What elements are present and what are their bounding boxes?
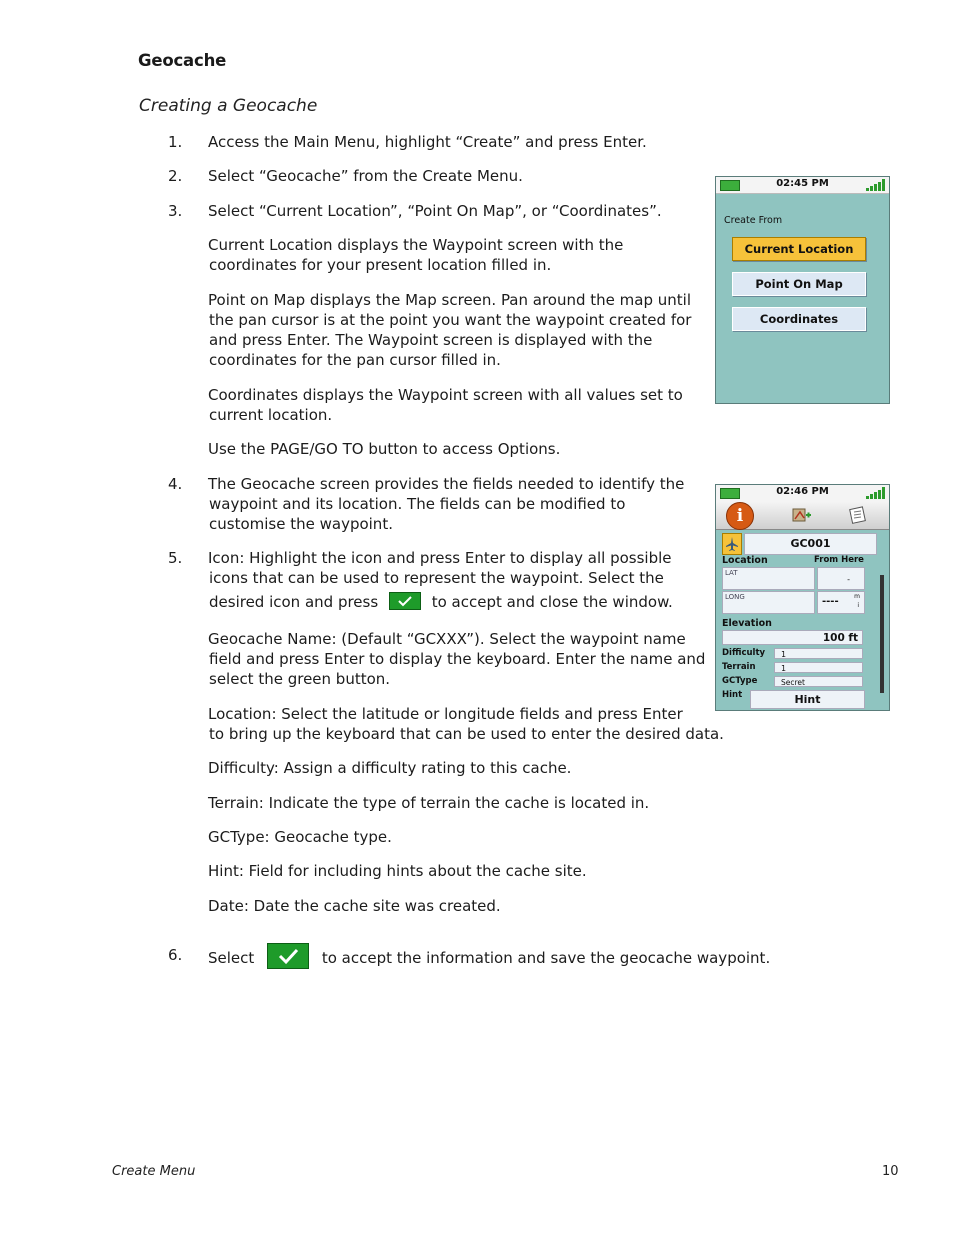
- point-on-map-button[interactable]: Point On Map: [732, 272, 866, 296]
- current-location-button[interactable]: Current Location: [732, 237, 866, 261]
- text-line: current location.: [209, 406, 333, 424]
- latitude-field[interactable]: [722, 567, 815, 590]
- step-number: 3.: [168, 202, 183, 220]
- from-here-label: From Here: [814, 555, 864, 565]
- text-line: select the green button.: [209, 670, 391, 688]
- distance-field[interactable]: [817, 591, 865, 614]
- notes-icon[interactable]: [848, 506, 868, 524]
- text-line: Coordinates displays the Waypoint screen with all values set to: [208, 386, 683, 404]
- text-line: [209, 592, 673, 612]
- text-line: coordinates for the pan cursor filled in.: [209, 351, 501, 369]
- device-screenshot-geocache: [715, 484, 890, 711]
- accept-check-icon: [389, 592, 421, 610]
- distance-unit: i: [857, 602, 859, 609]
- geocache-name-field[interactable]: GC001: [744, 533, 877, 555]
- status-bar: [716, 177, 889, 194]
- text-line: icons that can be used to represent the waypoint. Select the: [209, 569, 664, 587]
- difficulty-label: Difficulty: [722, 648, 766, 658]
- paragraph: Difficulty: Assign a difficulty rating to this cache.: [208, 759, 572, 777]
- paragraph: Use the PAGE/GO TO button to access Options.: [208, 440, 561, 458]
- paragraph: [208, 290, 691, 370]
- paragraph: [208, 704, 724, 744]
- terrain-label: Terrain: [722, 662, 756, 672]
- paragraph: [208, 629, 705, 689]
- section-heading: Geocache: [138, 51, 227, 70]
- gctype-label: GCType: [722, 676, 758, 686]
- step-number: 1.: [168, 133, 183, 151]
- paragraph: Terrain: Indicate the type of terrain the cache is located in.: [208, 794, 650, 812]
- paragraph: [208, 385, 683, 425]
- step-text: Select “Geocache” from the Create Menu.: [208, 167, 523, 185]
- signal-icon: [866, 487, 886, 499]
- hint-button[interactable]: Hint: [750, 690, 865, 709]
- paragraph: [208, 235, 623, 275]
- step-number: 2.: [168, 167, 183, 185]
- create-from-label: Create From: [724, 215, 783, 226]
- footer-section-title: Create Menu: [112, 1164, 196, 1179]
- lat-label: LAT: [725, 569, 738, 577]
- text-line: Icon: Highlight the icon and press Enter to display all possible: [208, 549, 672, 567]
- text-line: and press Enter. The Waypoint screen is displayed with the: [209, 331, 653, 349]
- step-number: 5.: [168, 549, 183, 567]
- clock: 02:46 PM: [776, 486, 829, 497]
- location-label: Location: [722, 555, 768, 566]
- distance-unit: m: [854, 593, 860, 600]
- paragraph: Hint: Field for including hints about the cache site.: [208, 862, 587, 880]
- text-line: the pan cursor is at the point you want the waypoint created for: [209, 311, 692, 329]
- text-line: field and press Enter to display the keyboard. Enter the name and: [209, 650, 706, 668]
- elevation-label: Elevation: [722, 618, 772, 629]
- scrollbar[interactable]: [880, 575, 884, 693]
- device-screenshot-create-from: [715, 176, 890, 404]
- step-number: 4.: [168, 475, 183, 493]
- text-line: Point on Map displays the Map screen. Pan around the map until: [208, 291, 691, 309]
- text-line: waypoint and its location. The fields can be modified to: [209, 495, 626, 513]
- elevation-field[interactable]: 100 ft: [722, 630, 863, 645]
- terrain-field[interactable]: 1: [774, 662, 863, 673]
- map-add-icon[interactable]: [792, 506, 812, 524]
- status-bar: [716, 485, 889, 502]
- page-number: 10: [882, 1164, 899, 1179]
- clock: 02:45 PM: [776, 178, 829, 189]
- subsection-heading: Creating a Geocache: [139, 96, 318, 116]
- coordinates-button[interactable]: Coordinates: [732, 307, 866, 331]
- step-text: Select “Current Location”, “Point On Map”, or “Coordinates”.: [208, 202, 662, 220]
- text-fragment: desired icon and press: [209, 593, 379, 611]
- airplane-icon: [723, 534, 741, 554]
- longitude-field[interactable]: [722, 591, 815, 614]
- paragraph: GCType: Geocache type.: [208, 828, 392, 846]
- text-line: customise the waypoint.: [209, 515, 393, 533]
- text-fragment: to accept the information and save the geocache waypoint.: [321, 949, 771, 967]
- step-number: 6.: [168, 946, 183, 964]
- text-line: The Geocache screen provides the fields needed to identify the: [208, 475, 685, 493]
- text-line: coordinates for your present location filled in.: [209, 256, 552, 274]
- signal-icon: [866, 179, 886, 191]
- step-text: [208, 548, 673, 612]
- step-text: Access the Main Menu, highlight “Create” and press Enter.: [208, 133, 647, 151]
- paragraph: Date: Date the cache site was created.: [208, 897, 501, 915]
- gctype-field[interactable]: Secret: [774, 676, 863, 687]
- text-line: Location: Select the latitude or longitude fields and press Enter: [208, 705, 683, 723]
- accept-check-icon: [267, 943, 309, 969]
- bearing-field[interactable]: -: [817, 567, 865, 590]
- text-fragment: to accept and close the window.: [431, 593, 673, 611]
- info-icon[interactable]: i: [726, 502, 754, 530]
- long-label: LONG: [725, 593, 745, 601]
- step-text: [208, 474, 684, 534]
- hint-label: Hint: [722, 690, 743, 700]
- difficulty-field[interactable]: 1: [774, 648, 863, 659]
- step-text: [208, 943, 770, 970]
- text-line: Geocache Name: (Default “GCXXX”). Select the waypoint name: [208, 630, 686, 648]
- text-line: to bring up the keyboard that can be used to enter the desired data.: [209, 725, 724, 743]
- distance-value: ----: [822, 596, 839, 607]
- text-line: Current Location displays the Waypoint screen with the: [208, 236, 624, 254]
- waypoint-icon-selector[interactable]: [722, 533, 742, 555]
- text-fragment: Select: [208, 949, 255, 967]
- toolbar: [716, 501, 889, 530]
